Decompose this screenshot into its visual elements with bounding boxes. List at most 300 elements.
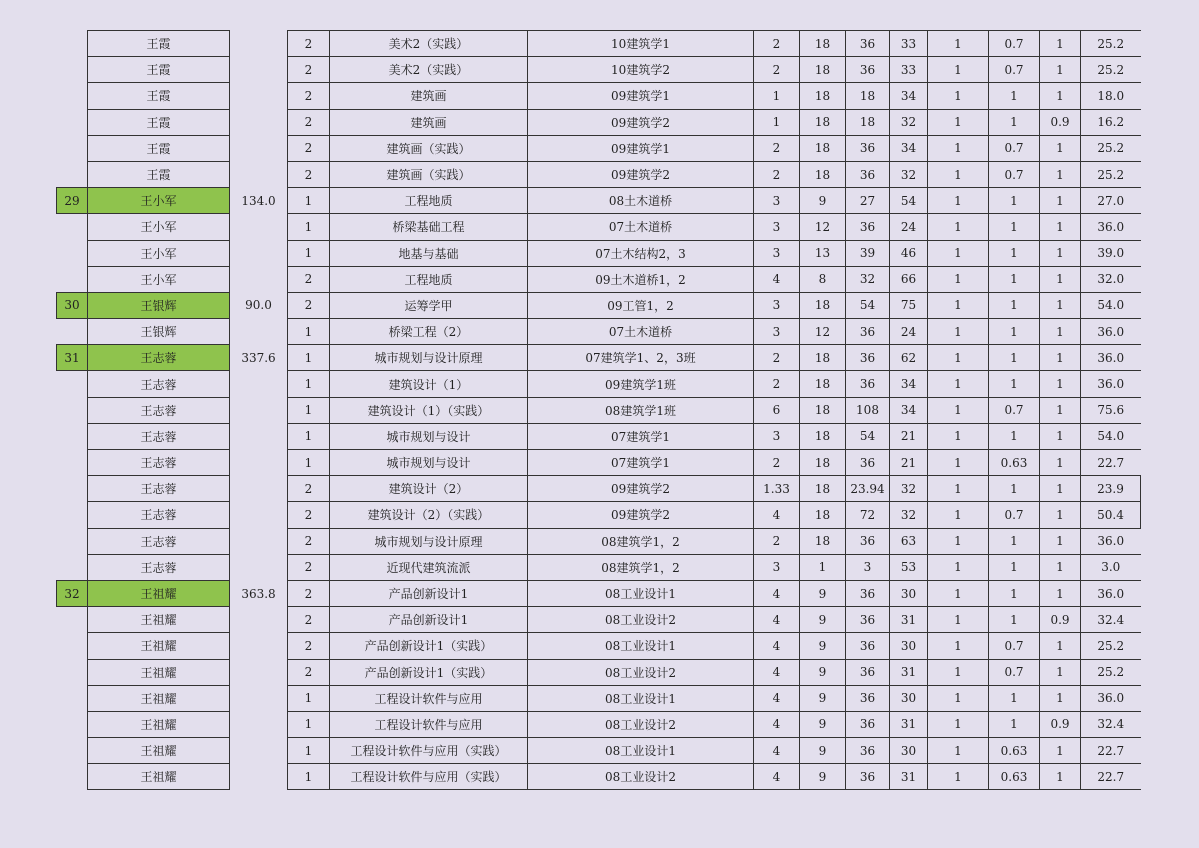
weekly-hours-cell: 4 [754,685,800,711]
weekly-hours-cell: 2 [754,161,800,187]
teacher-total-cell [230,57,288,83]
course-name-cell: 运筹学甲 [330,292,528,318]
class-name-cell: 09建筑学2 [528,502,754,528]
workload-cell: 23.9 [1081,476,1141,502]
teacher-name-cell: 王志蓉 [88,502,230,528]
row-number-cell [57,528,88,554]
course-name-cell: 城市规划与设计原理 [330,528,528,554]
teacher-total-cell: 337.6 [241,350,276,365]
workload-cell: 25.2 [1081,633,1141,659]
student-count-cell: 75 [890,292,928,318]
weekly-hours-cell: 2 [754,345,800,371]
class-name-cell: 09建筑学2 [528,476,754,502]
workload-cell: 25.2 [1081,659,1141,685]
row-number-cell: 32 [57,580,88,606]
workload-cell: 36.0 [1081,319,1141,345]
table-row [57,502,1141,528]
course-name-cell: 工程设计软件与应用 [330,685,528,711]
row-number-cell [57,397,88,423]
coef-c-cell: 1 [1040,528,1081,554]
student-count-cell: 21 [890,450,928,476]
teacher-total-cell [230,83,288,109]
weekly-hours-cell: 4 [754,659,800,685]
coef-b-cell: 1 [989,292,1040,318]
course-hours-cell: 36 [846,764,890,790]
teacher-name-cell: 王霞 [88,109,230,135]
class-name-cell: 08工业设计1 [528,580,754,606]
weeks-cell: 9 [800,738,846,764]
coef-c-cell: 1 [1040,31,1081,57]
row-number-cell [57,450,88,476]
weeks-cell: 18 [800,345,846,371]
row-number-cell [57,371,88,397]
coef-a-cell: 1 [928,345,989,371]
course-name-cell: 工程设计软件与应用 [330,711,528,737]
semester-cell: 2 [288,83,330,109]
weeks-cell: 9 [800,711,846,737]
coef-a-cell: 1 [928,83,989,109]
weekly-hours-cell: 2 [754,450,800,476]
weekly-hours-cell: 3 [754,319,800,345]
weeks-cell: 18 [800,371,846,397]
teacher-total-cell [230,711,288,737]
coef-c-cell: 1 [1040,738,1081,764]
semester-cell: 1 [288,397,330,423]
semester-cell: 1 [288,423,330,449]
coef-a-cell: 1 [928,240,989,266]
coef-c-cell: 1 [1040,685,1081,711]
table-row [57,633,1141,659]
teacher-total-cell: 134.0 [241,193,276,208]
teacher-name-cell: 王小军 [88,214,230,240]
teacher-total-cell [230,240,288,266]
weeks-cell: 18 [800,31,846,57]
row-number-cell [57,423,88,449]
table-row [57,57,1141,83]
teacher-total-cell [230,528,288,554]
coef-a-cell: 1 [928,57,989,83]
table-row [57,528,1141,554]
coef-a-cell: 1 [928,319,989,345]
teacher-total-cell [230,214,288,240]
semester-cell: 2 [288,580,330,606]
student-count-cell: 21 [890,423,928,449]
coef-c-cell: 1 [1040,502,1081,528]
coef-c-cell: 1 [1040,214,1081,240]
row-number-cell [57,57,88,83]
teacher-name-cell: 王霞 [88,135,230,161]
semester-cell: 1 [288,738,330,764]
coef-b-cell: 1 [989,240,1040,266]
coef-b-cell: 1 [989,266,1040,292]
course-name-cell: 工程地质 [330,266,528,292]
workload-cell: 25.2 [1081,135,1141,161]
class-name-cell: 08工业设计1 [528,738,754,764]
teacher-total-cell [230,764,288,790]
course-name-cell: 建筑设计（2） [330,476,528,502]
student-count-cell: 34 [890,135,928,161]
coef-b-cell: 1 [989,188,1040,214]
student-count-cell: 31 [890,711,928,737]
coef-a-cell: 1 [928,659,989,685]
semester-cell: 2 [288,292,330,318]
semester-cell: 2 [288,109,330,135]
teacher-total-cell [230,659,288,685]
weeks-cell: 18 [800,135,846,161]
course-hours-cell: 108 [846,397,890,423]
course-name-cell: 建筑设计（2）（实践） [330,502,528,528]
student-count-cell: 34 [890,83,928,109]
workload-cell: 32.4 [1081,607,1141,633]
class-name-cell: 07土木道桥 [528,214,754,240]
class-name-cell: 08工业设计1 [528,685,754,711]
course-name-cell: 建筑设计（1）（实践） [330,397,528,423]
table-row [57,188,1141,214]
weeks-cell: 18 [800,109,846,135]
row-number-cell [57,161,88,187]
coef-b-cell: 0.7 [989,161,1040,187]
coef-c-cell: 1 [1040,345,1081,371]
course-name-cell: 桥梁工程（2） [330,319,528,345]
semester-cell: 2 [288,502,330,528]
coef-c-cell: 1 [1040,371,1081,397]
student-count-cell: 34 [890,371,928,397]
course-hours-cell: 18 [846,83,890,109]
row-number-cell [57,607,88,633]
weeks-cell: 18 [800,450,846,476]
weeks-cell: 9 [800,764,846,790]
teacher-total-cell [230,607,288,633]
class-name-cell: 09工管1，2 [528,292,754,318]
coef-b-cell: 0.7 [989,633,1040,659]
teacher-total-cell [230,135,288,161]
semester-cell: 1 [288,188,330,214]
coef-c-cell: 1 [1040,240,1081,266]
class-name-cell: 09建筑学2 [528,161,754,187]
workload-cell: 18.0 [1081,83,1141,109]
course-hours-cell: 3 [846,554,890,580]
coef-a-cell: 1 [928,109,989,135]
teacher-total-cell [230,161,288,187]
course-name-cell: 产品创新设计1（实践） [330,633,528,659]
teacher-name-cell: 王霞 [88,83,230,109]
table-row [57,659,1141,685]
course-name-cell: 建筑画 [330,83,528,109]
coef-b-cell: 0.7 [989,397,1040,423]
semester-cell: 1 [288,371,330,397]
table-row [57,476,1141,502]
coef-c-cell: 1 [1040,423,1081,449]
weekly-hours-cell: 2 [754,57,800,83]
teacher-name-cell: 王银辉 [88,292,230,318]
table-row [57,31,1141,57]
course-name-cell: 近现代建筑流派 [330,554,528,580]
semester-cell: 1 [288,450,330,476]
class-name-cell: 08建筑学1班 [528,397,754,423]
course-hours-cell: 36 [846,319,890,345]
coef-a-cell: 1 [928,476,989,502]
course-hours-cell: 36 [846,738,890,764]
course-hours-cell: 32 [846,266,890,292]
semester-cell: 1 [288,345,330,371]
teacher-total-cell [230,476,288,502]
table-row [57,607,1141,633]
coef-a-cell: 1 [928,738,989,764]
student-count-cell: 62 [890,345,928,371]
coef-a-cell: 1 [928,554,989,580]
teacher-total-cell [230,31,288,57]
coef-a-cell: 1 [928,711,989,737]
weeks-cell: 9 [800,607,846,633]
teacher-total-cell [230,397,288,423]
course-name-cell: 产品创新设计1 [330,607,528,633]
workload-cell: 16.2 [1081,109,1141,135]
coef-b-cell: 1 [989,319,1040,345]
student-count-cell: 32 [890,502,928,528]
coef-a-cell: 1 [928,528,989,554]
teacher-name-cell: 王祖耀 [88,633,230,659]
student-count-cell: 30 [890,685,928,711]
teacher-name-cell: 王小军 [88,240,230,266]
semester-cell: 2 [288,135,330,161]
course-hours-cell: 54 [846,292,890,318]
coef-a-cell: 1 [928,371,989,397]
row-number-cell [57,711,88,737]
coef-a-cell: 1 [928,633,989,659]
coef-a-cell: 1 [928,607,989,633]
coef-b-cell: 1 [989,554,1040,580]
teacher-name-cell: 王志蓉 [88,345,230,371]
row-number-cell: 31 [57,345,88,371]
student-count-cell: 30 [890,738,928,764]
teacher-total-cell [230,738,288,764]
teacher-name-cell: 王志蓉 [88,528,230,554]
teacher-name-cell: 王银辉 [88,319,230,345]
table-row [57,266,1141,292]
semester-cell: 2 [288,633,330,659]
coef-a-cell: 1 [928,764,989,790]
class-name-cell: 10建筑学1 [528,31,754,57]
weeks-cell: 9 [800,685,846,711]
class-name-cell: 07建筑学1 [528,423,754,449]
row-number-cell [57,476,88,502]
weekly-hours-cell: 2 [754,31,800,57]
semester-cell: 1 [288,711,330,737]
course-hours-cell: 36 [846,528,890,554]
weekly-hours-cell: 4 [754,580,800,606]
weekly-hours-cell: 3 [754,240,800,266]
teacher-name-cell: 王霞 [88,31,230,57]
teacher-name-cell: 王祖耀 [88,711,230,737]
workload-cell: 36.0 [1081,528,1141,554]
teacher-total-cell [230,554,288,580]
weeks-cell: 18 [800,161,846,187]
class-name-cell: 08工业设计2 [528,607,754,633]
weeks-cell: 18 [800,57,846,83]
coef-b-cell: 0.7 [989,57,1040,83]
teacher-total-cell [230,423,288,449]
class-name-cell: 08工业设计2 [528,711,754,737]
coef-c-cell: 1 [1040,319,1081,345]
weekly-hours-cell: 6 [754,397,800,423]
class-name-cell: 10建筑学2 [528,57,754,83]
teacher-name-cell: 王霞 [88,57,230,83]
course-name-cell: 工程地质 [330,188,528,214]
coef-c-cell: 1 [1040,633,1081,659]
coef-b-cell: 1 [989,528,1040,554]
table-row [57,135,1141,161]
coef-b-cell: 0.7 [989,31,1040,57]
class-name-cell: 08建筑学1，2 [528,554,754,580]
coef-a-cell: 1 [928,397,989,423]
coef-c-cell: 1 [1040,161,1081,187]
semester-cell: 1 [288,319,330,345]
class-name-cell: 08工业设计1 [528,633,754,659]
coef-b-cell: 1 [989,83,1040,109]
table-row [57,161,1141,187]
table-body [57,31,1141,790]
table-row [57,685,1141,711]
student-count-cell: 33 [890,31,928,57]
workload-cell: 25.2 [1081,31,1141,57]
weeks-cell: 13 [800,240,846,266]
coef-c-cell: 1 [1040,554,1081,580]
coef-a-cell: 1 [928,580,989,606]
class-name-cell: 09建筑学2 [528,109,754,135]
class-name-cell: 07土木结构2，3 [528,240,754,266]
student-count-cell: 31 [890,607,928,633]
workload-cell: 36.0 [1081,685,1141,711]
workload-cell: 32.4 [1081,711,1141,737]
table-row [57,738,1141,764]
course-name-cell: 产品创新设计1 [330,580,528,606]
table-row [57,109,1141,135]
coef-b-cell: 1 [989,109,1040,135]
coef-a-cell: 1 [928,502,989,528]
coef-b-cell: 1 [989,685,1040,711]
coef-a-cell: 1 [928,685,989,711]
coef-b-cell: 0.63 [989,450,1040,476]
course-hours-cell: 23.94 [846,476,890,502]
row-number-cell [57,738,88,764]
workload-cell: 36.0 [1081,345,1141,371]
class-name-cell: 09建筑学1 [528,135,754,161]
course-hours-cell: 54 [846,423,890,449]
student-count-cell: 30 [890,580,928,606]
weeks-cell: 9 [800,659,846,685]
coef-b-cell: 0.7 [989,502,1040,528]
coef-a-cell: 1 [928,266,989,292]
course-hours-cell: 39 [846,240,890,266]
weeks-cell: 9 [800,580,846,606]
table-row [57,345,1141,371]
class-name-cell: 08工业设计2 [528,659,754,685]
workload-table [56,30,1141,790]
student-count-cell: 24 [890,319,928,345]
weeks-cell: 18 [800,292,846,318]
weekly-hours-cell: 1 [754,109,800,135]
teacher-name-cell: 王志蓉 [88,423,230,449]
weekly-hours-cell: 2 [754,135,800,161]
teacher-total-cell [230,685,288,711]
teacher-total-cell [230,502,288,528]
semester-cell: 1 [288,214,330,240]
coef-c-cell: 1 [1040,580,1081,606]
course-name-cell: 建筑画（实践） [330,135,528,161]
semester-cell: 2 [288,57,330,83]
workload-cell: 3.0 [1081,554,1141,580]
coef-c-cell: 1 [1040,135,1081,161]
course-name-cell: 建筑画 [330,109,528,135]
coef-a-cell: 1 [928,31,989,57]
student-count-cell: 30 [890,633,928,659]
course-hours-cell: 36 [846,57,890,83]
semester-cell: 2 [288,161,330,187]
course-hours-cell: 27 [846,188,890,214]
weeks-cell: 18 [800,397,846,423]
student-count-cell: 32 [890,476,928,502]
coef-b-cell: 1 [989,214,1040,240]
coef-c-cell: 1 [1040,266,1081,292]
row-number-cell [57,31,88,57]
weeks-cell: 18 [800,502,846,528]
semester-cell: 2 [288,31,330,57]
teacher-name-cell: 王霞 [88,161,230,187]
course-hours-cell: 36 [846,607,890,633]
course-name-cell: 工程设计软件与应用（实践） [330,764,528,790]
student-count-cell: 34 [890,397,928,423]
weeks-cell: 9 [800,188,846,214]
row-number-cell [57,135,88,161]
course-hours-cell: 36 [846,371,890,397]
semester-cell: 2 [288,659,330,685]
coef-c-cell: 0.9 [1040,711,1081,737]
weeks-cell: 18 [800,476,846,502]
weeks-cell: 18 [800,83,846,109]
student-count-cell: 32 [890,109,928,135]
teacher-total-cell [230,109,288,135]
course-name-cell: 建筑画（实践） [330,161,528,187]
student-count-cell: 31 [890,659,928,685]
teacher-name-cell: 王祖耀 [88,607,230,633]
class-name-cell: 08土木道桥 [528,188,754,214]
coef-b-cell: 0.63 [989,738,1040,764]
coef-a-cell: 1 [928,161,989,187]
teacher-name-cell: 王祖耀 [88,738,230,764]
row-number-cell [57,214,88,240]
teacher-name-cell: 王志蓉 [88,450,230,476]
teacher-total-cell [230,371,288,397]
teacher-name-cell: 王志蓉 [88,371,230,397]
student-count-cell: 32 [890,161,928,187]
table-row [57,83,1141,109]
course-name-cell: 城市规划与设计原理 [330,345,528,371]
weekly-hours-cell: 2 [754,371,800,397]
student-count-cell: 66 [890,266,928,292]
weekly-hours-cell: 4 [754,633,800,659]
coef-c-cell: 1 [1040,397,1081,423]
table-row [57,711,1141,737]
workload-cell: 54.0 [1081,292,1141,318]
workload-cell: 36.0 [1081,214,1141,240]
weekly-hours-cell: 4 [754,764,800,790]
coef-c-cell: 0.9 [1040,109,1081,135]
weekly-hours-cell: 1.33 [754,476,800,502]
table-row [57,554,1141,580]
class-name-cell: 08工业设计2 [528,764,754,790]
coef-b-cell: 0.7 [989,659,1040,685]
course-name-cell: 城市规划与设计 [330,423,528,449]
